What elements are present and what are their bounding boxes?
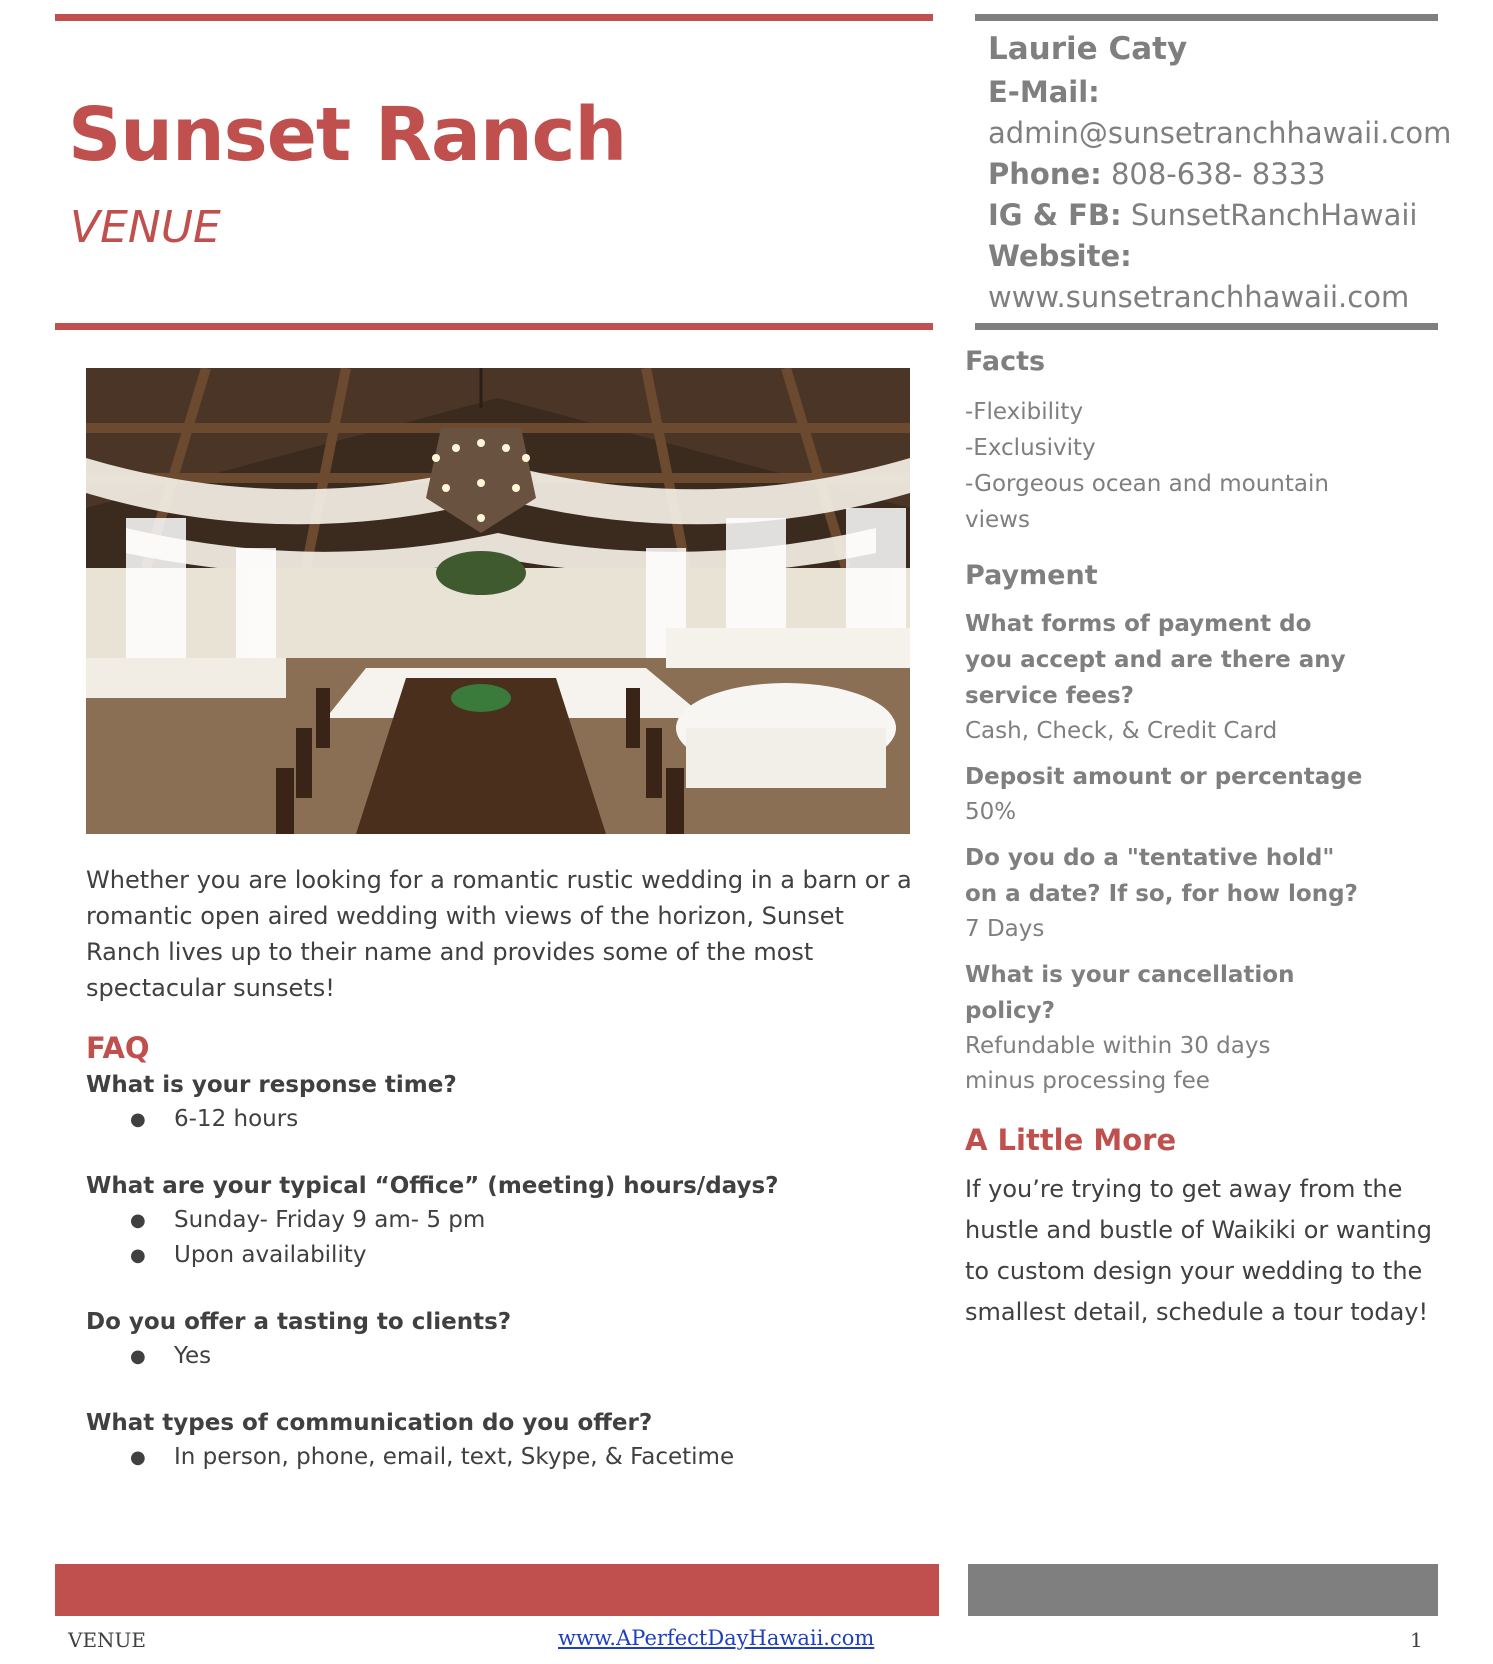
phone-label: Phone:	[988, 157, 1102, 191]
fact-item: -Flexibility	[965, 399, 1084, 425]
faq-answer	[86, 1440, 916, 1475]
page-number: 1	[1410, 1628, 1423, 1652]
faq-section	[86, 1028, 916, 1507]
faq-answer-text: 6-12 hours	[174, 1106, 299, 1132]
faq-answer-text: Sunday- Friday 9 am- 5 pm	[174, 1207, 486, 1233]
faq-answer	[86, 1203, 916, 1238]
contact-block	[988, 26, 1452, 318]
more-title: A Little More	[965, 1123, 1177, 1157]
bullet-icon: ●	[130, 1210, 146, 1231]
website-value[interactable]: www.sunsetranchhawaii.com	[988, 280, 1410, 314]
faq-answer	[86, 1102, 916, 1137]
social-value[interactable]: SunsetRanchHawaii	[1130, 198, 1418, 232]
faq-question: What is your response time?	[86, 1072, 457, 1098]
payment-question: What is your cancellation policy?	[965, 962, 1295, 1024]
payment-answer: Cash, Check, & Credit Card	[965, 718, 1278, 744]
faq-answer-list	[86, 1203, 916, 1273]
contact-bottom-rule	[975, 323, 1438, 330]
phone-value[interactable]: 808-638- 8333	[1110, 157, 1326, 191]
faq-answer-text: Yes	[174, 1343, 212, 1369]
top-left-rule	[55, 14, 933, 21]
footer-left-bar	[55, 1564, 939, 1616]
bullet-icon: ●	[130, 1109, 146, 1130]
venue-subtitle: VENUE	[70, 202, 221, 253]
social-label: IG & FB:	[988, 198, 1122, 232]
intro-paragraph: Whether you are looking for a romantic rustic wedding in a barn or a romantic open aired wedding with views of the horizon, Sunset Ranch lives up to their name and provides some of the most spectacular sunsets!	[86, 866, 912, 1002]
footer-label: VENUE	[68, 1628, 146, 1652]
payment-answer: Refundable within 30 days minus processing fee	[965, 1033, 1271, 1094]
fact-item: -Exclusivity	[965, 435, 1096, 461]
payment-question: What forms of payment do you accept and are there any service fees?	[965, 611, 1346, 709]
bullet-icon: ●	[130, 1245, 146, 1266]
faq-answer-list	[86, 1339, 916, 1374]
payment-title: Payment	[965, 560, 1098, 591]
payment-answer: 50%	[965, 799, 1017, 825]
bullet-icon: ●	[130, 1346, 146, 1367]
payment-answer: 7 Days	[965, 916, 1045, 942]
faq-answer-list	[86, 1102, 916, 1137]
facts-title: Facts	[965, 346, 1046, 377]
faq-answer-text: In person, phone, email, text, Skype, & Facetime	[174, 1444, 735, 1470]
bullet-icon: ●	[130, 1447, 146, 1468]
venue-photo	[86, 368, 910, 834]
faq-answer	[86, 1238, 916, 1273]
fact-item: -Gorgeous ocean and mountain views	[965, 471, 1329, 533]
payment-question: Do you do a "tentative hold" on a date? If so, for how long?	[965, 845, 1358, 907]
contact-name: Laurie Caty	[988, 31, 1188, 67]
payment-question: Deposit amount or percentage	[965, 764, 1363, 790]
footer-website-link[interactable]: www.APerfectDayHawaii.com	[558, 1626, 875, 1650]
faq-question: Do you offer a tasting to clients?	[86, 1309, 512, 1335]
venue-title: Sunset Ranch	[68, 92, 627, 178]
faq-answer-list	[86, 1440, 916, 1475]
footer-right-bar	[968, 1564, 1438, 1616]
faq-answer	[86, 1339, 916, 1374]
top-right-rule	[975, 14, 1438, 21]
faq-question: What types of communication do you offer?	[86, 1410, 653, 1436]
faq-question: What are your typical “Office” (meeting) hours/days?	[86, 1173, 779, 1199]
faq-title: FAQ	[86, 1031, 150, 1065]
more-text: If you’re trying to get away from the hustle and bustle of Waikiki or wanting to custom design your wedding to the smallest detail, schedule a tour today!	[965, 1175, 1432, 1326]
website-label: Website:	[988, 239, 1132, 273]
header-bottom-rule	[55, 323, 933, 330]
right-column	[965, 342, 1435, 1333]
faq-answer-text: Upon availability	[174, 1242, 367, 1268]
email-label: E-Mail:	[988, 75, 1100, 109]
email-value[interactable]: admin@sunsetranchhawaii.com	[988, 116, 1452, 150]
